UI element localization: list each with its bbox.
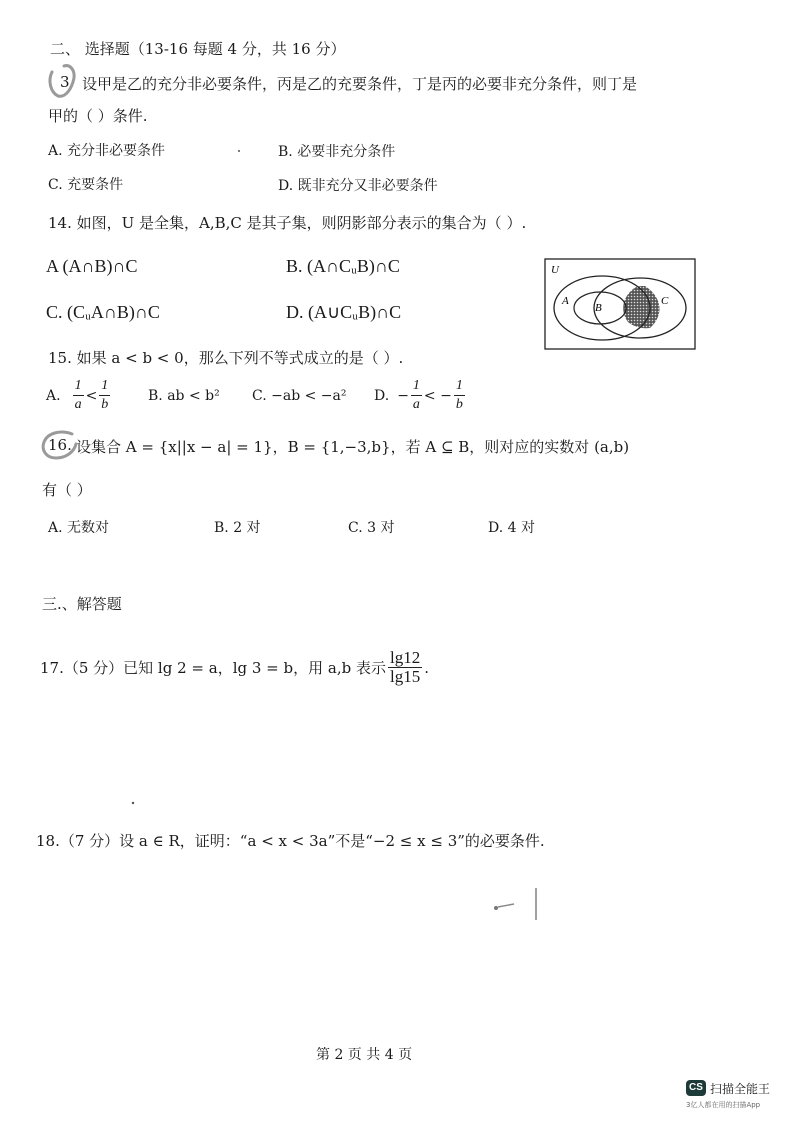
pencil-scribble-icon (488, 884, 548, 928)
q13-option-a: A. 充分非必要条件 (48, 143, 166, 159)
q15-option-c: C. −ab < −a² (252, 388, 347, 404)
q16-option-c: C. 3 对 (348, 520, 395, 536)
venn-label-a: A (562, 295, 569, 307)
venn-label-c: C (661, 295, 669, 307)
q13-option-d: D. 既非充分又非必要条件 (278, 178, 438, 194)
speck-mark-icon (130, 800, 136, 806)
q14-option-c: C. (CᵤA∩B)∩C (46, 302, 160, 322)
q15-d-minus: − (397, 387, 409, 404)
q17-stem: 17.（5 分）已知 lg 2 = a，lg 3 = b，用 a,b 表示 (40, 659, 386, 677)
venn-label-b: B (595, 302, 602, 314)
q16-option-a: A. 无数对 (48, 520, 110, 536)
q13-line1: 设甲是乙的充分非必要条件，丙是乙的充要条件，丁是丙的必要非充分条件，则丁是 (82, 75, 638, 93)
scanner-slogan: 3亿人都在用的扫描App (686, 1101, 761, 1109)
q15-d-relation: < − (423, 387, 452, 404)
q14-option-a: A (A∩B)∩C (46, 256, 138, 276)
q15-a-den1: a (74, 397, 82, 412)
q18-stem: 18.（7 分）设 a ∈ R，证明：“a < x < 3a”不是“−2 ≤ x ≤ 3”的必要条件. (36, 832, 545, 850)
q15-a-num1: 1 (73, 377, 84, 396)
q14-option-d: D. (A∪CᵤB)∩C (286, 302, 402, 322)
speck-mark-icon (236, 148, 242, 154)
q15-option-d-label: D. (374, 387, 390, 404)
q16-option-b: B. 2 对 (214, 520, 261, 536)
q15-d-den1: a (412, 397, 420, 412)
q13-line2: 甲的（ ）条件. (48, 107, 148, 125)
q16-line1: 设集合 A = {x||x − a| = 1}，B = {1,−3,b}，若 A ⊆ B，则对应的实数对 (a,b) (76, 438, 630, 456)
q17-fraction-numerator: lg12 (389, 648, 421, 667)
q15-option-b: B. ab < b² (148, 388, 220, 404)
q16-option-d: D. 4 对 (488, 520, 535, 536)
q13-option-c: C. 充要条件 (48, 177, 124, 193)
q15-d-den2: b (455, 397, 463, 412)
q17 (40, 649, 429, 686)
venn-label-u: U (551, 264, 559, 276)
section-2-heading: 二、 选择题（13-16 每题 4 分，共 16 分） (50, 40, 346, 58)
q13-number: 3. (60, 73, 75, 91)
q15-a-num2: 1 (99, 377, 110, 396)
q15-option-a (46, 377, 112, 414)
q14-option-b: B. (A∩CᵤB)∩C (286, 256, 400, 276)
scanner-brand: 扫描全能王 (710, 1082, 771, 1096)
q14-stem: 14. 如图，U 是全集，A,B,C 是其子集，则阴影部分表示的集合为（ ）. (48, 214, 527, 232)
page-footer: 第 2 页 共 4 页 (316, 1047, 413, 1063)
section-3-heading: 三.、解答题 (42, 595, 122, 613)
q15-a-relation: < (85, 387, 98, 404)
q16-number: 16. (48, 436, 72, 454)
venn-diagram (540, 256, 700, 352)
q16-line2: 有（ ） (42, 481, 92, 499)
scanner-logo-icon: CS (686, 1080, 706, 1096)
pencil-check-mark-icon (44, 58, 84, 102)
q15-d-num1: 1 (411, 377, 422, 396)
q15-d-num2: 1 (454, 377, 465, 396)
q17-fraction-denominator: lg15 (389, 667, 421, 686)
q15-stem: 15. 如果 a < b < 0，那么下列不等式成立的是（ ）. (48, 349, 404, 367)
q15-option-d (374, 377, 467, 414)
pencil-circle-mark-icon (38, 428, 82, 462)
q13-option-b: B. 必要非充分条件 (278, 144, 396, 160)
q15-a-den2: b (101, 397, 109, 412)
q17-end: . (424, 658, 429, 677)
q15-option-a-label: A. (46, 387, 61, 404)
